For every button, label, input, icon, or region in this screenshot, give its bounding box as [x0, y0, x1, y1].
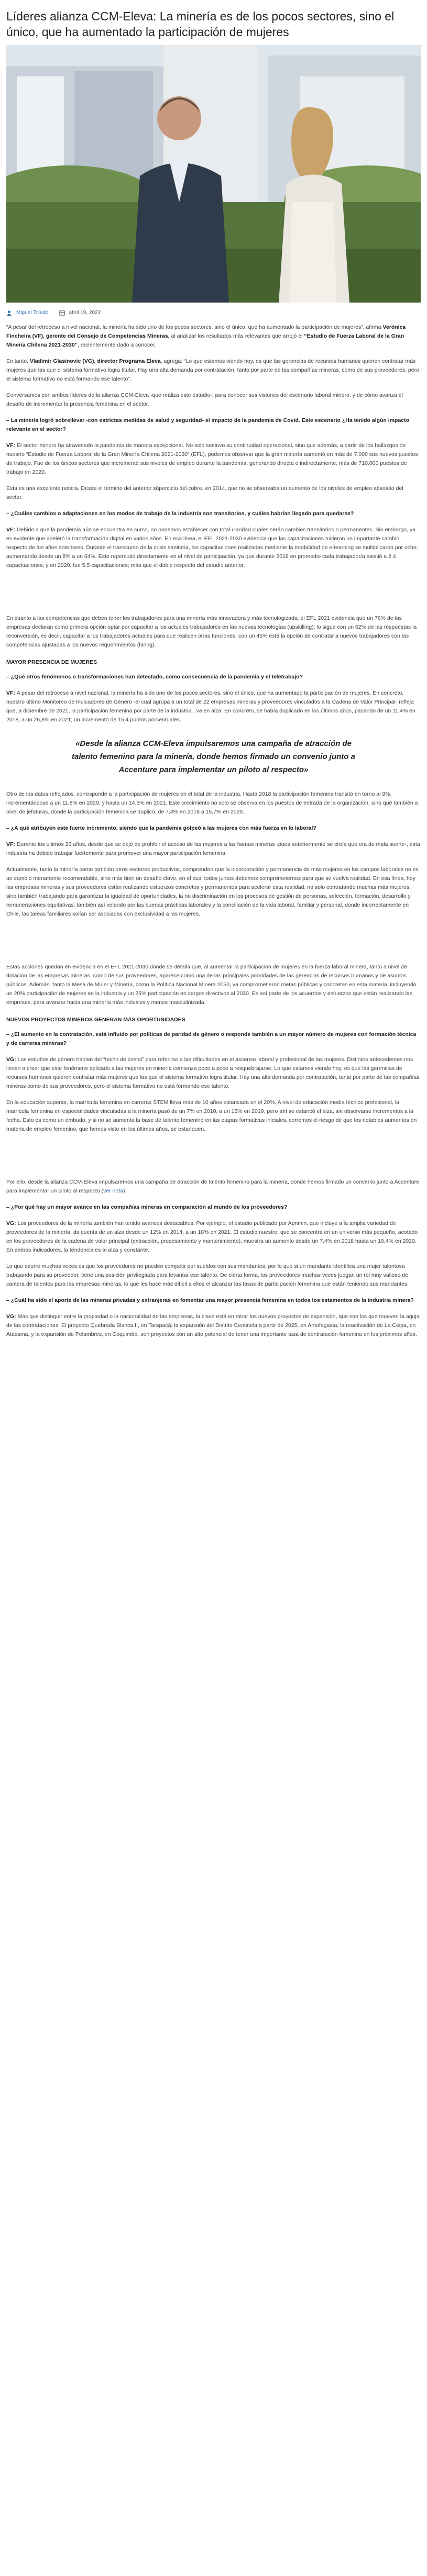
paragraph: [6, 963, 421, 1007]
bold-text: – ¿Qué otros fenómenos o transformaciones han detectado, como consecuencia de la pandemia y el teletrabajo?: [6, 674, 303, 680]
paragraph: [6, 441, 421, 477]
text-run: al analizar los resultados más relevantes que arrojó el: [169, 333, 304, 339]
text-run: En la educación superior, la matrícula femenina en carreras STEM lleva más de 10 años estancada en el 20%. A nivel de educación media técnico profesional, la matrícula femenina en especialidades vinculadas a la minería pasó de un 7% en 2010, a un 15% en 2019, pero ahí se estancó el alza, sin observarse incrementos a la fecha. Esto es como un embudo, y si no se aumenta la base de talento femenino en las etapas formativas iniciales, corremos el riesgo de que los notables aumentos en materia de empleo femenino, que hemos visto en los últimos años, se estanquen.: [6, 1099, 417, 1132]
text-run: En tanto,: [6, 358, 30, 364]
paragraph: [6, 391, 421, 409]
spacer: [6, 1141, 421, 1178]
paragraph: [6, 1055, 421, 1091]
inline-link[interactable]: ver nota: [103, 1188, 123, 1194]
text-run: Otro de los datos reflejados, corresponde a la participación de mujeres en el total de la industria. Hasta 2018 la participación femenina transitó en torno al 9%, incrementándose a un 11,8% en 2020, y hasta un 14,3% en 2021. Este crecimiento no solo se observa en los puestos de entrada de la organización, sino que también a nivel de jefaturas, donde la participación femenina se duplicó, de 7,4% en 2018 a 15,7% en 2020.: [6, 791, 418, 815]
interview-question: [6, 824, 421, 833]
paragraph: [6, 790, 421, 817]
bold-text: – ¿Cuáles cambios o adaptaciones en los modos de trabajo de la industria son transitorios, y cuáles habrían llegado para quedarse?: [6, 510, 354, 517]
bold-text: VF:: [6, 841, 17, 847]
text-run: Actualmente, tanto la minería como también otros sectores productivos, comprenden que la incorporación y permanencia de más mujeres en los campos laborales no es un cambio meramente recomendable, sino más bien un desafío clave, en el cual todos juntos debemos comprometernos para que se vuelva realidad. En esa línea, hoy las empresas mineras y sus proveedores están realizando esfuerzos concretos y permanentes para acelerar esta realidad, no solo contratando muchas más mujeres, sino también trabajando para garantizar la igualdad de oportunidades, la no discriminación en los procesos de gestión de personas, selección, formación, desarrollo y remuneraciones equitativas; también así velando por las buenas prácticas laborales y la conciliación de la vida laboral, familiar y personal, donde incorrectamente en Chile, las tareas familiares solían ser asociadas con exclusividad a las mujeres.: [6, 866, 419, 917]
bold-text: – La minería logró sobrellevar -con estrictas medidas de salud y seguridad- el impacto de la pandemia de Covid. Este escenario ¿Ha tenido algún impacto relevante en el sector?: [6, 417, 410, 432]
spacer: [6, 926, 421, 963]
publish-date: abril 19, 2022: [69, 310, 101, 316]
text-run: Debido a que la pandemia aún se encuentra en curso, no podemos establecer con total claridad cuales serán cambios transitorios o permanentes. Sin embargo, ya es evidente que aceleró la transformación digital en varios años. En esa línea, el EFL 2021-2030 evidencia que las capacitaciones tuvieron un importante cambio respecto de los años anteriores. Durante el transcurso de la crisis sanitaria, las capacitaciones realizadas mediante la modalidad de e-learning se multiplicaron por ocho; aumentando desde un 8% a un 64%. Esto repercutió directamente en el nivel de participación, ya que durante 2018 en promedio cada trabajador/a asistió a 2,4 capacitaciones, y en 2020, fue 5,5 capacitaciones; más que el doble respecto del estudio anterior.: [6, 527, 418, 568]
bold-text: VG:: [6, 1313, 18, 1320]
section-heading: NUEVOS PROYECTOS MINEROS GENERAN MÁS OPORTUNIDADES: [6, 1017, 185, 1023]
text-run: En cuanto a las competencias que deben tener los trabajadores para una minería más innovadora y más tecnologizada, el EFL 2021 evidencia que un 76% de las empresas declaran como primera opción optar por capacitar a los actuales trabajadores en las nuevas tecnologías (upskilling); lo sigue con un 62% de las respuestas la reconversión, es decir, capacitar a los trabajadores actuales para que realicen otras funciones; con un 45% está la opción de contratar a nuevos trabajadores con las competencias ajustadas a los nuevos requerimientos (hiring).: [6, 615, 417, 648]
text-run: Conversamos con ambos líderes de la alianza CCM-Eleva -que realiza este estudio-, para conocer sus visiones del escenario laboral minero, y de cómo avanza el desafío de incrementar la presencia femenina en el sector.: [6, 392, 403, 407]
text-run: Estas acciones quedan en evidencia en el EFL 2021-2030 donde se detalla que, al aumentar la participación de mujeres en la fuerza laboral minera, tanto a nivel de dotación de las empresas mineras, como de sus proveedores, aparece como una de las principales prioridades de las gerencias de recursos humanos y de asuntos públicos. Además, tanto la Mesa de Mujer y Minería, como la Política Nacional Minera 2050, ya comprometieron metas públicas y concretas en esta materia, incluyendo un 20% participación de mujeres en la industria y un 25% participación en cargos directivos al 2030. Es así parte de los acuerdos y esfuerzos que están realizando las empresas, para avanzar hacia una minería más inclusiva y menos masculinizada.: [6, 964, 417, 1006]
paragraph: [6, 323, 421, 350]
interview-question: [6, 1203, 421, 1212]
text-run: , recientemente dado a conocer.: [77, 342, 156, 348]
section-heading: MAYOR PRESENCIA DE MUJERES: [6, 659, 97, 665]
text-run: Lo que ocurre muchas veces es que los proveedores no pueden competir por sueldos con sus mandantes, por lo que si un mandante identifica una mujer talentosa trabajando para su proveedor, tiene una posición privilegiada para levantar ese talento. De cierta forma, los proveedores muchas veces juegan un rol muy valioso de cantera de talentos para las empresas mineras, lo que les hace más difícil a ellos el alcanzar las tasas de participación femenina que están teniendo sus mandantes.: [6, 1263, 409, 1287]
article: [0, 8, 427, 1339]
bold-text: Verónica Fincheira (VF), gerente del Consejo de Competencias Mineras,: [6, 324, 406, 339]
bold-text: – ¿A qué atribuyen este fuerte incremento, siendo que la pandemia golpeó a las mujeres con más fuerza en lo laboral?: [6, 825, 316, 831]
bold-text: VF:: [6, 690, 17, 696]
text-run: ).: [123, 1188, 127, 1194]
text-run: Por ello, desde la alianza CCM-Eleva impulsaremos una campaña de atracción de talento femenino para la minería, donde hemos firmado un convenio junto a Accenture para implementar un piloto al respecto (: [6, 1179, 419, 1194]
text-run: “A pesar del retroceso a nivel nacional, la minería ha sido uno de los pocos sectores, sino el único, que ha aumentado la participación de mujeres”, afirma: [6, 324, 383, 330]
interview-question: [6, 1296, 421, 1305]
text-run: Esta es una excelente noticia. Desde el término del anterior súperciclo del cobre, en 2014, que no se observaba un aumento de los niveles de empleo absoluto del sector.: [6, 485, 403, 500]
paragraph: [6, 1262, 421, 1289]
paragraph: [6, 357, 421, 384]
paragraph: [6, 526, 421, 570]
pull-quote: «Desde la alianza CCM-Eleva impulsaremos una campaña de atracción de talento femenino para la minería, donde hemos firmado un convenio junto a Accenture para implementar un piloto al respecto»: [72, 739, 355, 774]
interview-question: [6, 673, 421, 682]
paragraph: [6, 1098, 421, 1134]
author-icon: [6, 310, 12, 316]
bold-text: Vladimir Glasinovic (VG), director Programa Eleva: [29, 358, 161, 364]
article-title: Líderes alianza CCM-Eleva: La minería es de los pocos sectores, sino el único, que ha aumentado la participación de mujeres: [6, 9, 395, 39]
interview-question: [6, 1030, 421, 1048]
bold-text: VG:: [6, 1056, 18, 1063]
bold-text: VG:: [6, 1220, 18, 1226]
hero-photo-illustration: [6, 45, 421, 303]
text-run: Más que distinguir entre la propiedad o la nacionalidad de las empresas, la clave está en mirar los nuevos proyectos de expansión, que son los que mueven la aguja de las contrataciones. El proyecto Quebrada Blanca II, en Tarapacá; la expansión del Distrito Centinela a partir de 2025, en Antofagasta; la reactivación de La Coipa, en Atacama, y la expansión de Pelambres, en Coquimbo, son proyectos con un alto potencial de tener una importante tasa de contratación femenina en los próximos años.: [6, 1313, 420, 1337]
bold-text: “Estudio de Fuerza Laboral de la Gran Minería Chilena 2021-2030”: [6, 333, 404, 348]
bold-text: VF:: [6, 442, 17, 449]
calendar-icon: [59, 310, 65, 316]
article-meta: [6, 310, 421, 316]
text-run: El sector minero ha atravesado la pandemia de manera excepcional. No solo sostuvo su continuidad operacional, sino que además, a partir de los hallazgos de nuestro “Estudio de Fuerza Laboral de la Gran Minería Chilena 2021-2030” (EFL), podemos observar que la gran minería aumentó en más de 7.000 sus nuevos puestos de trabajo. Fue de los únicos sectores que incrementó sus niveles de empleo durante la pandemia, generando directa e indirectamente, más de 710.000 puestos de trabajo en 2020.: [6, 442, 418, 475]
interview-question: [6, 416, 421, 434]
paragraph: [6, 484, 421, 502]
bold-text: – ¿El aumento en la contratación, está influido por políticas de paridad de género o responde también a un mayor número de mujeres con formación técnica y de carreras mineras?: [6, 1031, 417, 1046]
text-run: Los estudios de género hablan del “techo de cristal” para referirse a las dificultades en el ascenso laboral y profesional de las mujeres. Distintos antecedentes nos llevan a creer que este fenómeno aplicado a las mujeres en minería comienza poco a poco a resquebrajarse. Lo que estamos viendo hoy, es que las gerencias de recursos humanos quieren contratar más mujeres que las que el sistema formativo logra titular. Hay una alta demanda por contratación, tanto por parte de las compañías mineras como de sus proveedores, pero el sistema formativo no está formando ese talento.: [6, 1056, 420, 1089]
text-run: Los proveedores de la minería también han tenido avances destacables. Por ejemplo, el estudio publicado por Aprimin, que incluye a la amplia variedad de proveedores de la minería, da cuenta de un alza desde un 12% en 2014, a un 18% en 2021. El estudio nuestro, que se concentra en un universo más pequeño, acotado en los proveedores de la cadena de valor principal (extracción, procesamiento y mantenimiento), muestra un aumento desde un 7,4% en 2018 hasta un 10,4% en 2020. En ambos indicadores, la tendencia es al alza y constante.: [6, 1220, 418, 1253]
hero-photo: [6, 45, 421, 303]
paragraph: [6, 1219, 421, 1255]
paragraph: [6, 865, 421, 919]
spacer: [6, 577, 421, 614]
bold-text: VF:: [6, 527, 17, 533]
author-link[interactable]: Miguel Toledo: [16, 310, 49, 316]
paragraph: [6, 840, 421, 858]
paragraph: [6, 1178, 421, 1196]
interview-question: [6, 509, 421, 518]
article-body: [6, 323, 421, 1339]
text-run: , agrega: “Lo que estamos viendo hoy, es que las gerencias de recursos humanos quieren contratar más mujeres que las que el sistema formativo logra titular. Hay una alta demanda por contratación, tanto por parte de las compañías mineras, como de sus proveedores, pero el sistema formativo no está formando ese talento”.: [6, 358, 419, 382]
paragraph: [6, 689, 421, 724]
text-run: Durante los últimos 26 años, desde que se dejó de prohibir el acceso de las mujeres a las faenas mineras -pues anteriormente se creía que era de mala suerte-, esta industria ha debido trabajar fuertemente para promover una mayor participación femenina.: [6, 841, 420, 856]
bold-text: – ¿Por qué hay un mayor avance en las compañías mineras en comparación al mundo de los proveedores?: [6, 1204, 288, 1210]
paragraph: [6, 1312, 421, 1339]
bold-text: – ¿Cuál ha sido el aporte de las mineras privadas y extranjeras en fomentar una mayor presencia femenina en todos los estamentos de la industria minera?: [6, 1297, 414, 1303]
paragraph: [6, 614, 421, 650]
text-run: A pesar del retroceso a nivel nacional, la minería ha sido uno de los pocos sectores, sino el único, que ha aumentado la participación de mujeres. En concreto, nuestro último Monitoreo de Indicadores de Género -el cual agrupa a un total de 22 empresas mineras y proveedores vinculados a la Cadena de Valor Principal- refleja que, a diciembre de 2021, la participación femenina por parte de la industria , va en alza. En concreto, se había duplicado en los últimos años, pasando de un 11,4% en 2018, a un 26,8% en 2021; un incremento de 15,4 puntos porcentuales.: [6, 690, 415, 723]
